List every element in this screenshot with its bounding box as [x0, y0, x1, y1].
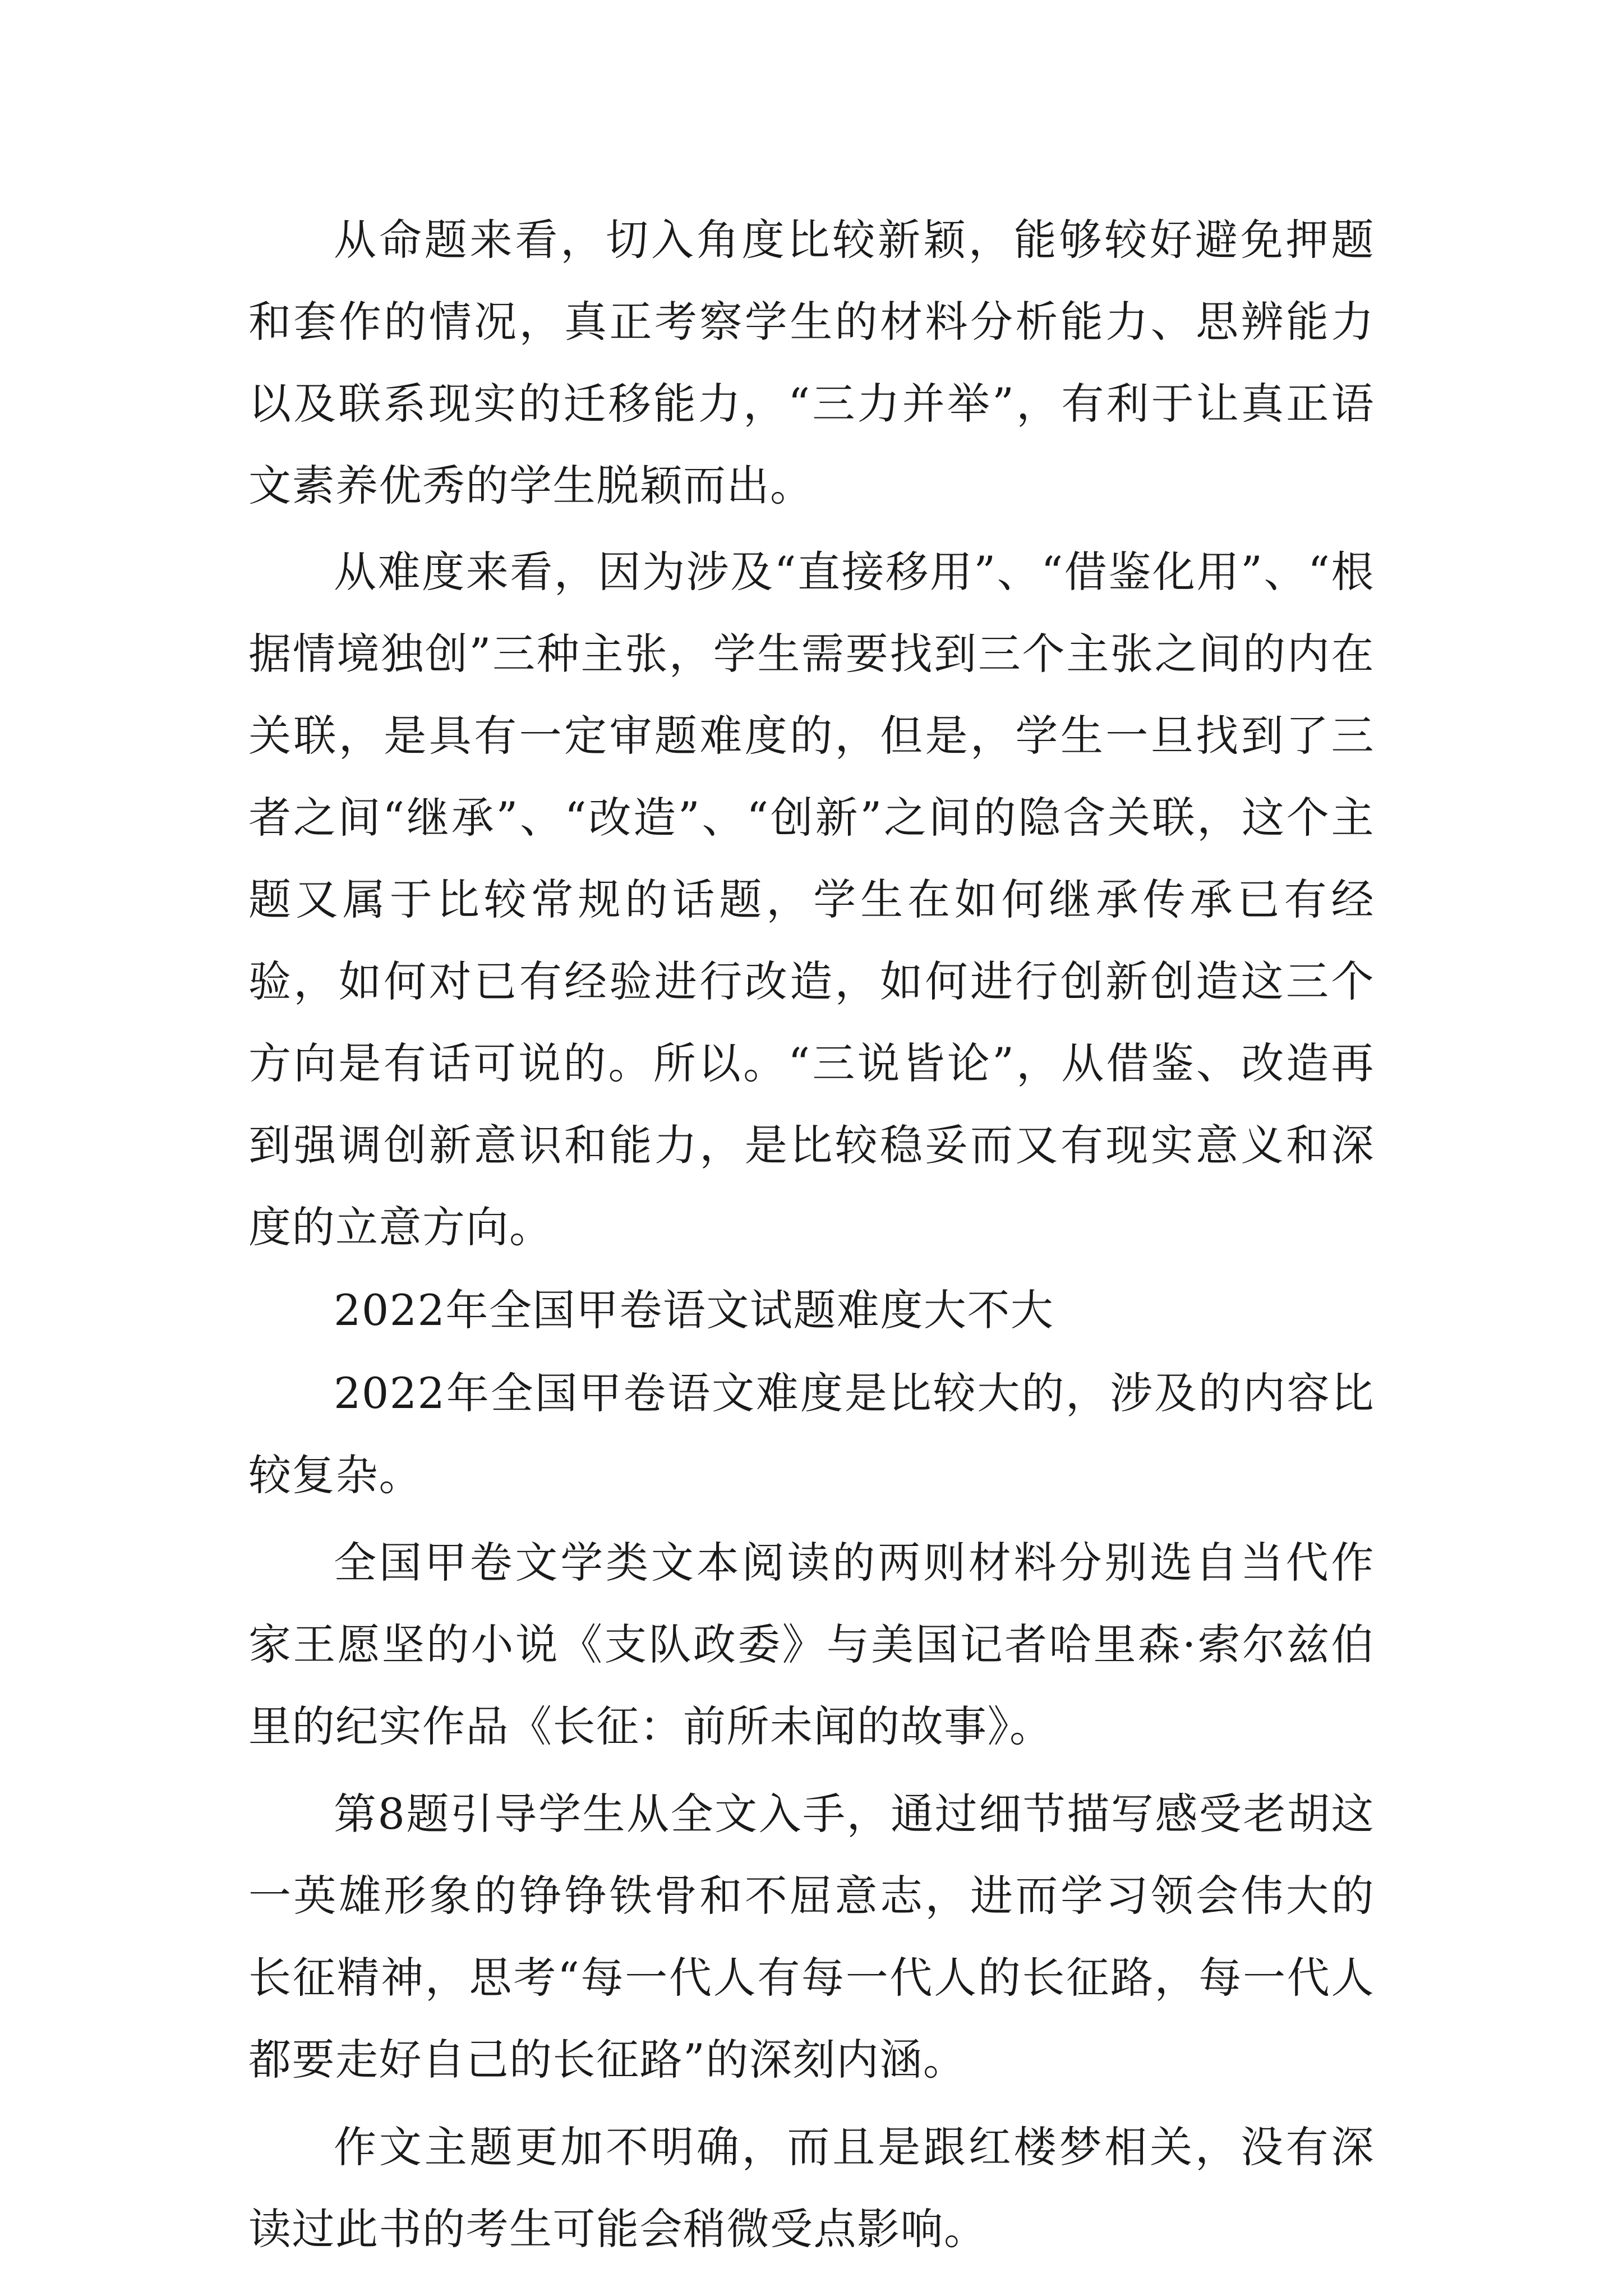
document-body: [248, 199, 1375, 2270]
paragraph-overall-difficulty: 2022年全国甲卷语文难度是比较大的，涉及的内容比较复杂。: [248, 1368, 1375, 1500]
section-heading: 2022年全国甲卷语文试题难度大不大: [334, 1285, 1054, 1335]
paragraph-reading-materials: 全国甲卷文学类文本阅读的两则材料分别选自当代作家王愿坚的小说《支队政委》与美国记者哈里森·索尔兹伯里的纪实作品《长征：前所未闻的故事》。: [248, 1538, 1375, 1751]
paragraph-essay-topic: 作文主题更加不明确，而且是跟红楼梦相关，没有深读过此书的考生可能会稍微受点影响。: [248, 2122, 1375, 2254]
paragraph-proposition: 从命题来看，切入角度比较新颖，能够较好避免押题和套作的情况，真正考察学生的材料分析能力、思辨能力以及联系现实的迁移能力，“三力并举”，有利于让真正语文素养优秀的学生脱颖而出。: [248, 215, 1375, 510]
paragraph-difficulty: 从难度来看，因为涉及“直接移用”、“借鉴化用”、“根据情境独创”三种主张，学生需要找到三个主张之间的内在关联，是具有一定审题难度的，但是，学生一旦找到了三者之间“继承”、“改造”、“创新”之间的隐含关联，这个主题又属于比较常规的话题，学生在如何继承传承已有经验，如何对已有经验进行改造，如何进行创新创造这三个方向是有话可说的。所以。“三说皆论”，从借鉴、改造再到强调创新意识和能力，是比较稳妥而又有现实意义和深度的立意方向。: [248, 547, 1375, 1252]
paragraph-question-8: 第8题引导学生从全文入手，通过细节描写感受老胡这一英雄形象的铮铮铁骨和不屈意志，进而学习领会伟大的长征精神，思考“每一代人有每一代人的长征路，每一代人都要走好自己的长征路”的深刻内涵。: [248, 1789, 1375, 2085]
